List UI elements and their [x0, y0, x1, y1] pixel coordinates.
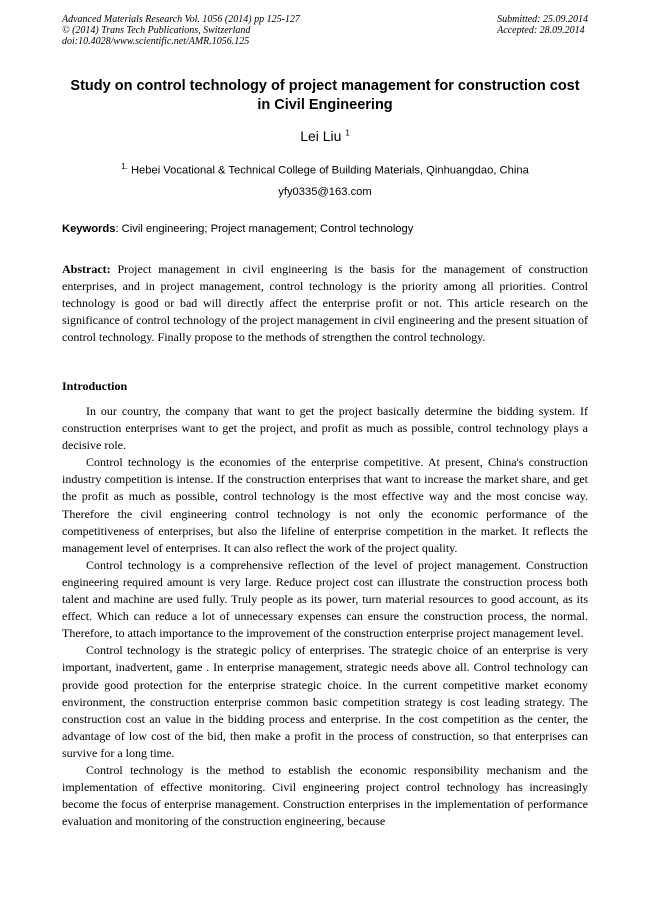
copyright-line: © (2014) Trans Tech Publications, Switzerland	[62, 25, 251, 36]
paragraph: Control technology is the economies of the enterprise competitive. At present, China's construction industry competition is intense. If the construction enterprises that want to increase the market share, and get the profit as much as possible, control technology is the most effective way and the most concise way. Therefore the civil engineering control technology is not only the economic performance of the competitiveness of enterprises, but also the lifeline of enterprise competition in the market. It reflects the management level of enterprises. It can also reflect the work of the project quality.	[62, 455, 588, 555]
submitted-date: Submitted: 25.09.2014	[497, 14, 588, 25]
author-name: Lei Liu	[300, 128, 346, 144]
paragraph: Control technology is a comprehensive reflection of the level of project management. Construction engineering required amount is very large. Reduce project cost can illustrate the construction process both talent and machine are used fully. Truly people as its power, turn material resources to good account, as its effect. Which can reduce a lot of unnecessary expenses can ensure the construction process, the normal. Therefore, to attach importance to the improvement of the construction enterprise project management level.	[62, 557, 588, 641]
affiliation-text: Hebei Vocational & Technical College of Building Materials, Qinhuangdao, China	[127, 164, 529, 177]
author-line	[62, 128, 588, 144]
abstract	[62, 261, 588, 346]
journal-citation	[62, 14, 300, 47]
affiliation	[62, 162, 588, 177]
keywords-label: Keywords	[62, 223, 116, 235]
author-email: yfy0335@163.com	[278, 186, 372, 198]
submission-dates	[497, 14, 588, 36]
introduction-body	[62, 403, 588, 830]
author-affiliation-marker: 1	[345, 128, 350, 138]
section-heading-introduction: Introduction	[62, 379, 128, 393]
doi-line: doi:10.4028/www.scientific.net/AMR.1056.125	[62, 36, 250, 47]
paragraph: In our country, the company that want to get the project basically determine the bidding system. If construction enterprises want to get the project, and profit as much as possible, control technology plays a decisive role.	[62, 404, 588, 453]
keywords	[62, 223, 588, 235]
citation-line: Advanced Materials Research Vol. 1056 (2014) pp 125-127	[62, 14, 300, 25]
paragraph: Control technology is the method to establish the economic responsibility mechanism and the implementation of effective monitoring. Civil engineering project control technology has increasingly become the focus of enterprise management. Construction enterprises in the implementation of performance evaluation and monitoring of the construction engineering, because	[62, 762, 588, 829]
keywords-text: : Civil engineering; Project management; Control technology	[115, 223, 414, 235]
paper-title: Study on control technology of project management for construction cost in Civil Engineering	[70, 78, 580, 113]
abstract-text: Project management in civil engineering is the basis for the management of construction enterprises, and in project management, control technology is the priority among all priorities. Control technology is good or bad will directly affect the enterprise profit or not. This article research on the significance of control technology of the project management in civil engineering and the present situation of control technology. Finally propose to the methods of strengthen the control technology.	[62, 262, 588, 345]
paragraph: Control technology is the strategic policy of enterprises. The strategic choice of an enterprise is very important, inadvertent, game . In enterprise management, strategic needs above all. Control technology can provide good protection for the enterprise strategic choice. In the current competitive market economy environment, the construction enterprise common basic competition strategy is cost leading strategy. The construction cost an value in the bidding process and enterprise. In the cost competition as the center, the advantage of low cost of the bid, then make a profit in the process of construction, so that enterprises can survive for a long time.	[62, 643, 588, 760]
abstract-label: Abstract:	[62, 262, 111, 276]
accepted-date: Accepted: 28.09.2014	[497, 25, 585, 36]
affiliation-marker: 1.	[121, 162, 128, 171]
